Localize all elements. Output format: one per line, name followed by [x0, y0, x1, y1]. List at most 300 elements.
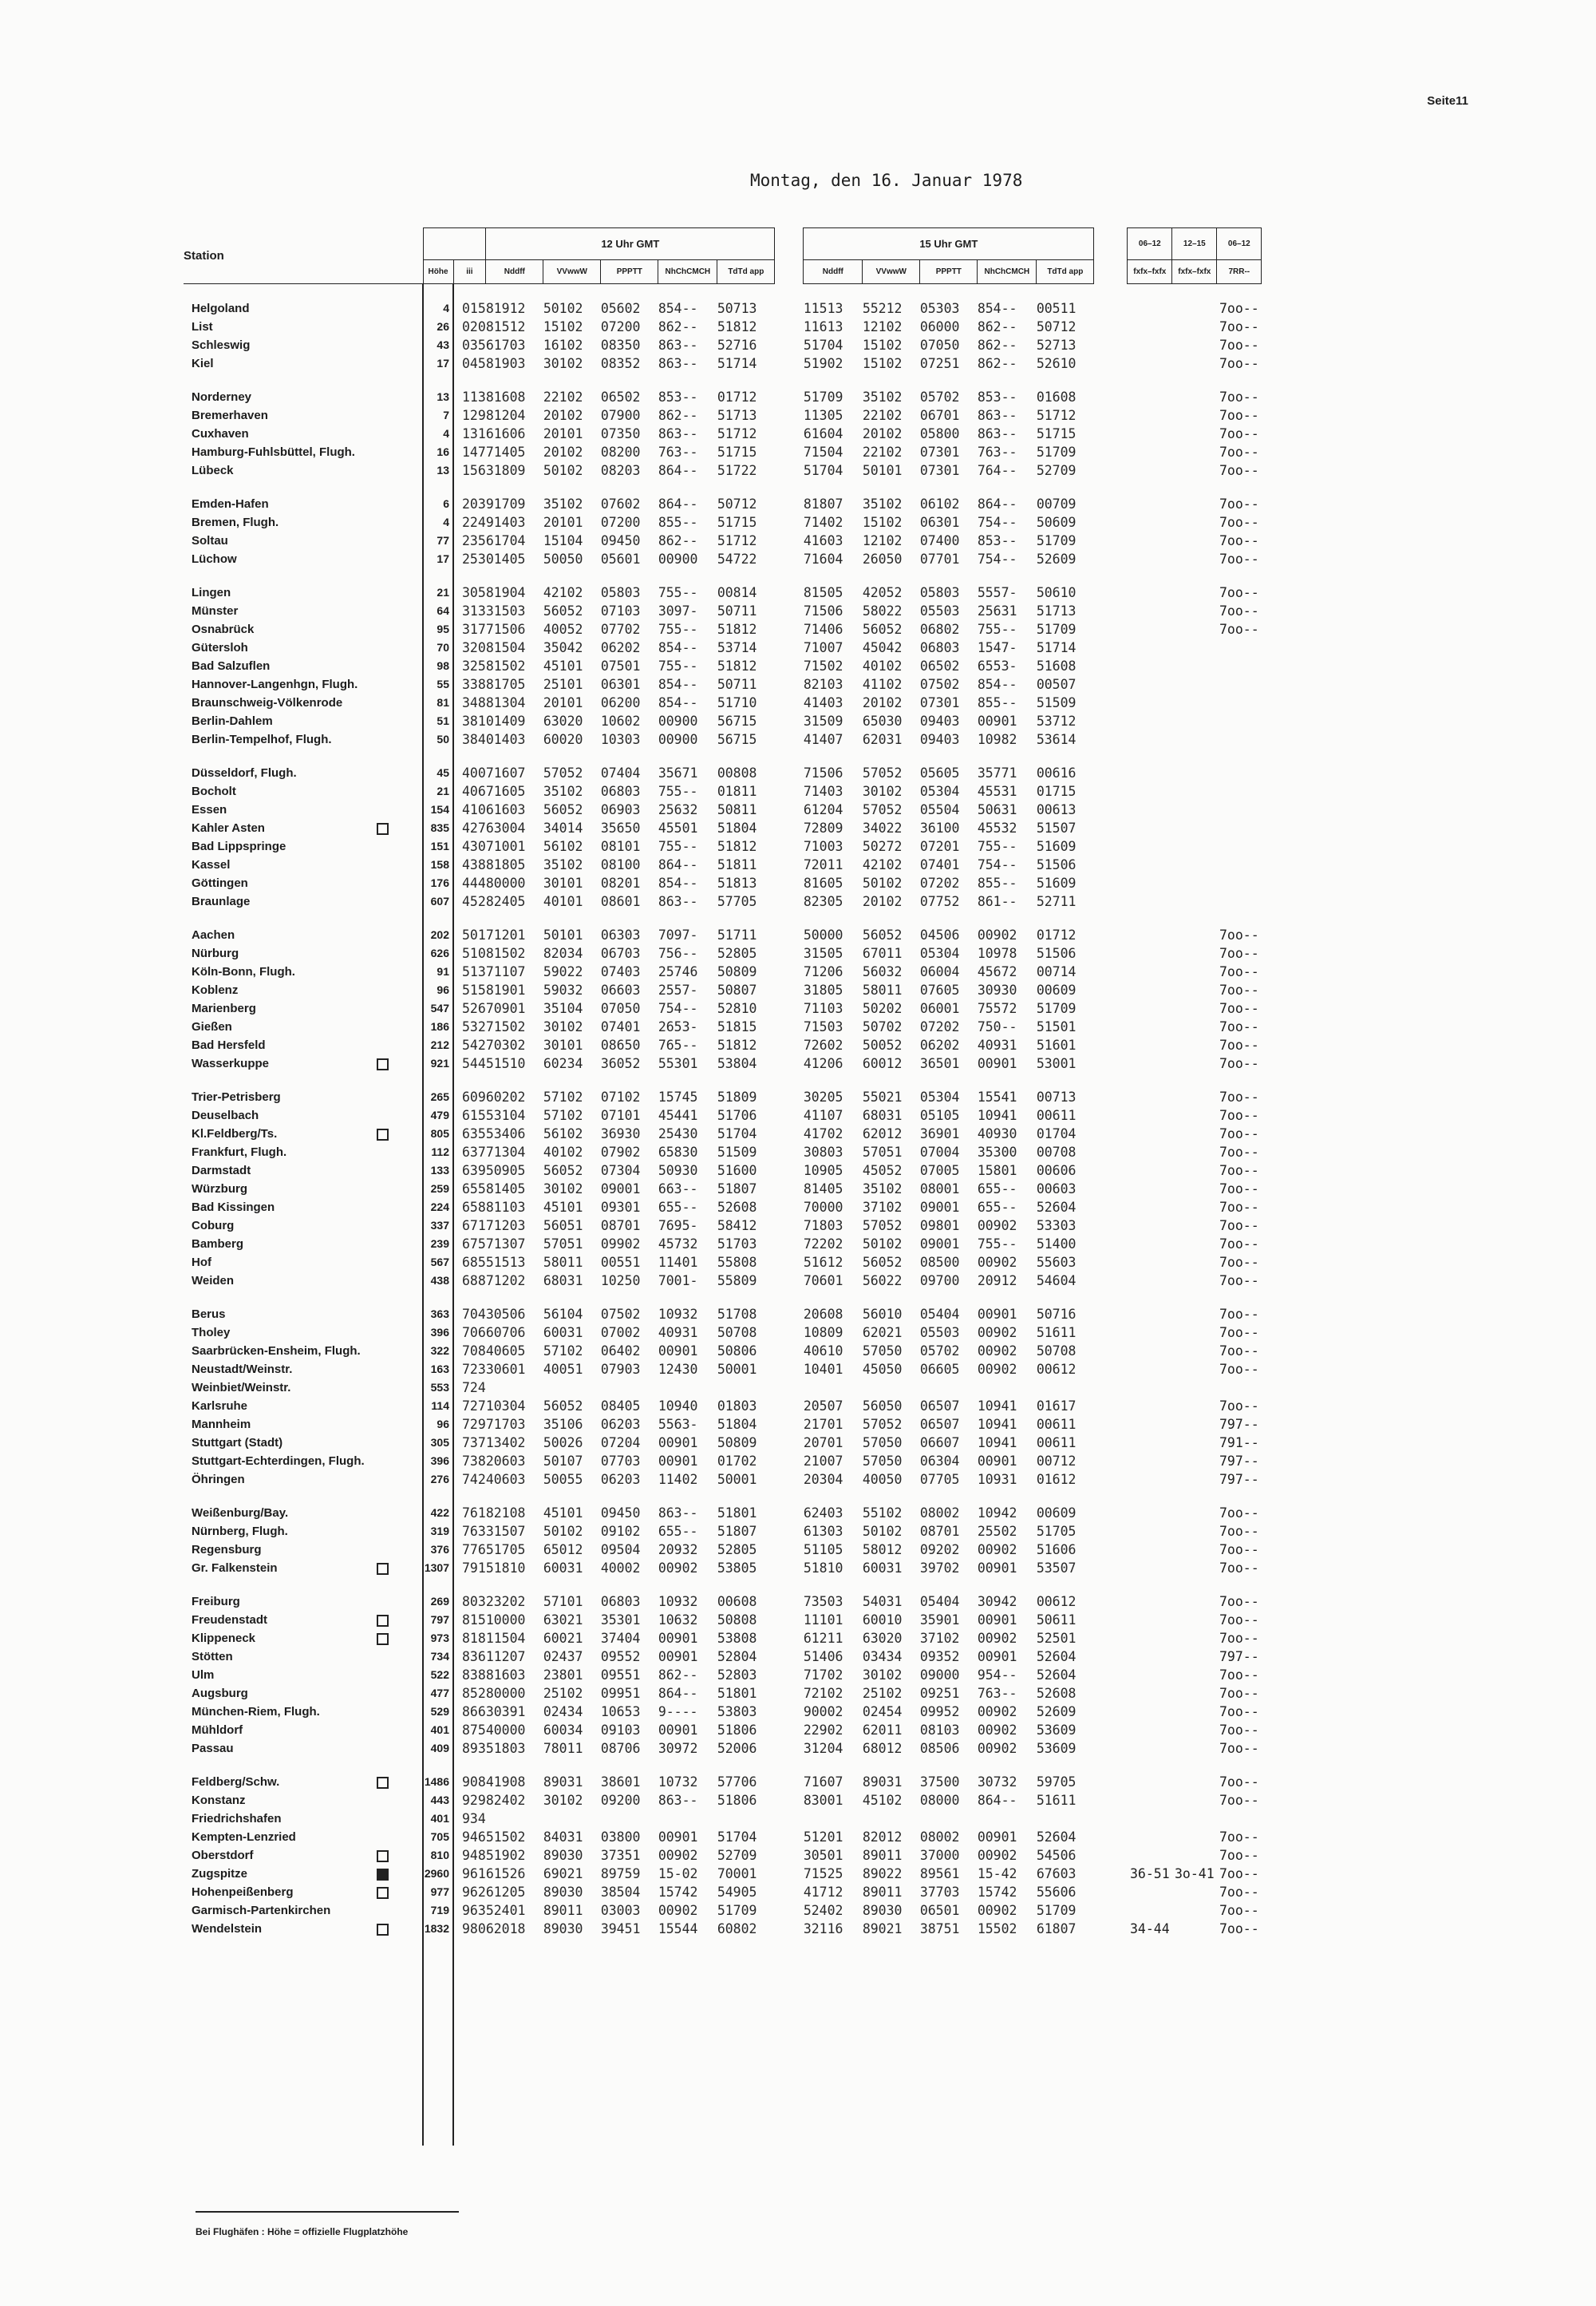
empty-square-icon: [377, 1563, 389, 1575]
code-b2-cell: 56052: [862, 928, 903, 943]
column-gap: [1094, 712, 1128, 730]
code-b1-cell: 41712: [803, 1885, 843, 1900]
extra-d-cell: [1172, 513, 1217, 532]
extra-e-cell: 797--: [1219, 1454, 1259, 1469]
code-b5-cell: 53507: [1036, 1560, 1077, 1576]
column-gap: [1094, 837, 1128, 856]
station-name: Nürburg: [192, 947, 239, 960]
extra-c-cell: [1128, 425, 1172, 443]
code-b4-cell: 50631: [977, 802, 1017, 817]
code-b1-cell: 31805: [803, 983, 843, 998]
code-b3-cell: 37102: [919, 1631, 960, 1646]
code-b3-cell: 07705: [919, 1472, 960, 1487]
code-b2-cell: 58022: [862, 603, 903, 619]
extra-d-cell: [1172, 388, 1217, 406]
station-name: Feldberg/Schw.: [192, 1775, 280, 1789]
code-b3-cell: 06803: [919, 640, 960, 655]
height-cell: 202: [423, 926, 453, 944]
extra-c-cell: [1128, 926, 1172, 944]
code-b4-cell: 35300: [977, 1145, 1017, 1160]
code-b1-cell: 72011: [803, 857, 843, 872]
code-b4-cell: 40931: [977, 1038, 1017, 1053]
code-b3-cell: 06304: [919, 1454, 960, 1469]
code-a2-cell: 60031: [543, 1325, 583, 1340]
code-a3-cell: 07103: [600, 603, 641, 619]
station-id-cell: 761: [453, 1504, 486, 1522]
code-b1-cell: 71502: [803, 659, 843, 674]
height-cell: 269: [423, 1592, 453, 1611]
code-a2-cell: 15102: [543, 319, 583, 334]
code-b4-cell: 00902: [977, 1343, 1017, 1359]
code-a2-cell: 20101: [543, 695, 583, 710]
code-a3-cell: 89759: [600, 1866, 641, 1881]
code-a1-cell: 71607: [485, 765, 526, 781]
column-gap: [775, 318, 804, 336]
height-cell: 1307: [423, 1559, 453, 1577]
extra-e-cell: 7oo--: [1219, 1921, 1259, 1936]
station-id-cell: 313: [453, 602, 486, 620]
height-cell: 805: [423, 1125, 453, 1143]
table-row: [184, 1180, 1262, 1198]
extra-d-cell: [1172, 892, 1217, 911]
code-a5-cell: 53804: [717, 1056, 757, 1071]
station-id-cell: 510: [453, 944, 486, 963]
code-a1-cell: 81608: [485, 390, 526, 405]
extra-d-cell: [1172, 801, 1217, 819]
page-date: Montag, den 16. Januar 1978: [750, 171, 1023, 190]
table-row: [184, 1703, 1262, 1721]
code-a3-cell: 06303: [600, 928, 641, 943]
station-name: Kiel: [192, 357, 214, 370]
extra-e-cell: 7oo--: [1219, 1255, 1259, 1270]
header-15gmt: 15 Uhr GMT: [804, 228, 1094, 260]
table-row: [184, 1846, 1262, 1865]
code-b3-cell: 05605: [919, 765, 960, 781]
column-gap: [775, 981, 804, 999]
station-cell: [184, 1684, 423, 1703]
code-b2-cell: 20102: [862, 426, 903, 441]
column-gap: [1094, 1846, 1128, 1865]
code-b5-cell: 54604: [1036, 1273, 1077, 1288]
code-b5-cell: 53609: [1036, 1741, 1077, 1756]
code-a5-cell: 50808: [717, 1612, 757, 1628]
code-b4-cell: 954--: [977, 1667, 1017, 1683]
height-cell: 91: [423, 963, 453, 981]
station-id-cell: 532: [453, 1018, 486, 1036]
extra-e-cell: [1217, 1810, 1262, 1828]
code-b3-cell: 07701: [919, 552, 960, 567]
column-gap: [1094, 532, 1128, 550]
code-b2-cell: 02454: [862, 1704, 903, 1719]
station-cell: [184, 1360, 423, 1378]
code-a1-cell: 50905: [485, 1163, 526, 1178]
column-gap: [1094, 299, 1128, 318]
column-gap: [1094, 1415, 1128, 1434]
code-b1-cell: 70000: [803, 1200, 843, 1215]
column-gap: [775, 406, 804, 425]
code-a2-cell: 35102: [543, 857, 583, 872]
code-b1-cell: 41702: [803, 1126, 843, 1141]
extra-e-cell: 7oo--: [1219, 496, 1259, 512]
table-row: [184, 944, 1262, 963]
column-gap: [1094, 999, 1128, 1018]
code-a1-cell: 71001: [485, 839, 526, 854]
column-gap: [775, 1161, 804, 1180]
extra-e-cell: 7oo--: [1219, 964, 1259, 979]
code-b3-cell: 07202: [919, 876, 960, 891]
code-b2-cell: 50202: [862, 1001, 903, 1016]
code-b3-cell: 07605: [919, 983, 960, 998]
station-name: Norderney: [192, 390, 252, 404]
code-b3-cell: 06202: [919, 1038, 960, 1053]
code-a1-cell: 71202: [485, 1273, 526, 1288]
table-row: [184, 1323, 1262, 1342]
code-b4-cell: 861--: [977, 894, 1017, 909]
code-a5-cell: 00808: [717, 765, 757, 781]
column-gap: [1094, 461, 1128, 480]
code-b4-cell: 00901: [977, 714, 1017, 729]
code-a1-cell: 71107: [485, 964, 526, 979]
code-b4-cell: 853--: [977, 390, 1017, 405]
code-a2-cell: 60021: [543, 1631, 583, 1646]
code-a4-cell: 2653-: [658, 1019, 698, 1034]
extra-c-cell: [1128, 981, 1172, 999]
code-a2-cell: 23801: [543, 1667, 583, 1683]
code-b2-cell: 37102: [862, 1200, 903, 1215]
code-a4-cell: 863--: [658, 356, 698, 371]
table-row: [184, 1378, 1262, 1397]
height-cell: 835: [423, 819, 453, 837]
column-gap: [775, 461, 804, 480]
code-a5-cell: 52006: [717, 1741, 757, 1756]
code-a4-cell: 755--: [658, 659, 698, 674]
code-a3-cell: 08100: [600, 857, 641, 872]
code-a1-cell: 40605: [485, 1343, 526, 1359]
code-a4-cell: 853--: [658, 390, 698, 405]
extra-d-cell: [1172, 1360, 1217, 1378]
code-b5-cell: 52709: [1036, 463, 1077, 478]
column-gap: [1094, 981, 1128, 999]
code-a2-cell: 68031: [543, 1273, 583, 1288]
code-b1-cell: 71103: [803, 1001, 843, 1016]
code-b1-cell: 31505: [803, 946, 843, 961]
code-a3-cell: 07204: [600, 1435, 641, 1450]
code-a1-cell: 01409: [485, 714, 526, 729]
code-a1-cell: 51810: [485, 1560, 526, 1576]
extra-c-cell: [1128, 944, 1172, 963]
code-a5-cell: 50807: [717, 983, 757, 998]
column-gap: [775, 495, 804, 513]
table-row: [184, 299, 1262, 318]
empty-square-icon: [377, 1924, 389, 1936]
code-a5-cell: 56715: [717, 714, 757, 729]
height-cell: 409: [423, 1739, 453, 1758]
code-a3-cell: 10303: [600, 732, 641, 747]
column-gap: [1094, 425, 1128, 443]
height-cell: 7: [423, 406, 453, 425]
code-b1-cell: 81605: [803, 876, 843, 891]
column-gap: [775, 1611, 804, 1629]
code-b3-cell: 05105: [919, 1108, 960, 1123]
code-b3-cell: 06507: [919, 1417, 960, 1432]
code-a1-cell: 20603: [485, 1454, 526, 1469]
extra-d-cell: [1172, 1739, 1217, 1758]
station-cell: [184, 336, 423, 354]
station-id-cell: 836: [453, 1647, 486, 1666]
extra-c-cell: [1128, 1397, 1172, 1415]
extra-e-cell: 7oo--: [1219, 1793, 1259, 1808]
code-a1-cell: 81603: [485, 1667, 526, 1683]
code-a5-cell: 51710: [717, 695, 757, 710]
station-id-cell: 737: [453, 1434, 486, 1452]
code-a4-cell: 862--: [658, 319, 698, 334]
station-id-cell: 708: [453, 1342, 486, 1360]
extra-d-cell: [1172, 1791, 1217, 1810]
code-a3-cell: 09551: [600, 1667, 641, 1683]
extra-e-cell: [1217, 657, 1262, 675]
station-id-cell: 948: [453, 1846, 486, 1865]
code-b5-cell: 50611: [1036, 1612, 1077, 1628]
synop-table-body: [184, 284, 1262, 2146]
table-row: [184, 461, 1262, 480]
code-a5-cell: 52804: [717, 1649, 757, 1664]
table-row: [184, 1592, 1262, 1611]
code-a1-cell: 61526: [485, 1866, 526, 1881]
code-b3-cell: [920, 1810, 978, 1828]
code-a4-cell: 00901: [658, 1829, 698, 1845]
code-a1-cell: 61603: [485, 802, 526, 817]
code-b1-cell: 72602: [803, 1038, 843, 1053]
code-b1-cell: 71504: [803, 445, 843, 460]
code-b2-cell: 20102: [862, 695, 903, 710]
extra-d-cell: [1172, 837, 1217, 856]
table-row: [184, 1647, 1262, 1666]
station-name: Braunlage: [192, 895, 251, 908]
code-a3-cell: 07502: [600, 1307, 641, 1322]
code-b2-cell: 89022: [862, 1866, 903, 1881]
code-a1-cell: 31503: [485, 603, 526, 619]
code-b4-cell: 6553-: [977, 659, 1017, 674]
column-gap: [775, 550, 804, 568]
extra-c-cell: [1128, 1342, 1172, 1360]
code-a5-cell: 51711: [717, 928, 757, 943]
station-name: Öhringen: [192, 1473, 245, 1486]
code-b3-cell: 05503: [919, 603, 960, 619]
code-a5-cell: 00608: [717, 1594, 757, 1609]
footnote-rule: [196, 2211, 459, 2213]
code-b4-cell: 754--: [977, 857, 1017, 872]
column-gap: [1094, 730, 1128, 749]
code-b4-cell: 00901: [977, 1056, 1017, 1071]
code-b5-cell: 52604: [1036, 1649, 1077, 1664]
code-a3-cell: 40002: [600, 1560, 641, 1576]
code-b5-cell: 52713: [1036, 338, 1077, 353]
extra-c-cell: [1128, 1541, 1172, 1559]
station-cell: [184, 513, 423, 532]
station-cell: [184, 926, 423, 944]
code-b4-cell: 763--: [977, 1686, 1017, 1701]
extra-d-cell: [1172, 354, 1217, 373]
code-a5-cell: 53714: [717, 640, 757, 655]
extra-e-cell: 7oo--: [1219, 445, 1259, 460]
code-a5-cell: 50809: [717, 1435, 757, 1450]
code-b1-cell: 70601: [803, 1273, 843, 1288]
extra-e-cell: 7oo--: [1219, 552, 1259, 567]
code-b3-cell: 09403: [919, 732, 960, 747]
extra-e-cell: 7oo--: [1219, 1019, 1259, 1034]
code-a3-cell: 10653: [600, 1704, 641, 1719]
code-a3-cell: 37351: [600, 1848, 641, 1863]
station-name: Bamberg: [192, 1237, 244, 1251]
height-cell: 96: [423, 981, 453, 999]
code-b3-cell: 04506: [919, 928, 960, 943]
extra-d-cell: [1172, 620, 1217, 639]
code-a1-cell: 11207: [485, 1649, 526, 1664]
column-gap: [1094, 1452, 1128, 1470]
code-a1-cell: 81103: [485, 1200, 526, 1215]
code-a4-cell: 7097-: [658, 928, 698, 943]
code-a4-cell: 25632: [658, 802, 698, 817]
extra-d-cell: [1172, 1415, 1217, 1434]
height-cell: 158: [423, 856, 453, 874]
extra-d-cell: [1172, 1235, 1217, 1253]
column-gap: [1094, 856, 1128, 874]
column-gap: [775, 388, 804, 406]
header-sub-3: 7RR--: [1217, 260, 1262, 284]
code-b5-cell: 51715: [1036, 426, 1077, 441]
station-name: Saarbrücken-Ensheim, Flugh.: [192, 1344, 361, 1358]
station-name: Wendelstein: [192, 1922, 263, 1936]
table-row: [184, 730, 1262, 749]
code-a5-cell: 52805: [717, 946, 757, 961]
code-a5-cell: 01702: [717, 1454, 757, 1469]
column-gap: [1094, 1504, 1128, 1522]
code-a5-cell: 51812: [717, 622, 757, 637]
code-b5-cell: 00612: [1036, 1594, 1077, 1609]
code-a5-cell: 57705: [717, 894, 757, 909]
code-a3-cell: 06903: [600, 802, 641, 817]
column-gap: [1094, 675, 1128, 694]
code-a1-cell: 10000: [485, 1612, 526, 1628]
code-a1-cell: 62018: [485, 1921, 526, 1936]
code-a5-cell: 51809: [717, 1090, 757, 1105]
code-a1-cell: 51705: [485, 1542, 526, 1557]
table-row: [184, 926, 1262, 944]
extra-c-cell: [1128, 1846, 1172, 1865]
station-cell: [184, 981, 423, 999]
column-gap: [1094, 1791, 1128, 1810]
extra-e-cell: 7oo--: [1219, 1163, 1259, 1178]
column-gap: [1094, 1470, 1128, 1489]
code-b3-cell: 09001: [919, 1236, 960, 1252]
column-gap: [1094, 1592, 1128, 1611]
code-b2-cell: 60010: [862, 1612, 903, 1628]
station-id-cell: 438: [453, 856, 486, 874]
code-a5-cell: 51704: [717, 1126, 757, 1141]
code-a5-cell: 51600: [717, 1163, 757, 1178]
code-a1-cell: 71506: [485, 622, 526, 637]
code-a4-cell: 55301: [658, 1056, 698, 1071]
header-12-15: 12–15: [1172, 228, 1217, 260]
code-b2-cell: 42102: [862, 857, 903, 872]
extra-e-cell: 7oo--: [1219, 463, 1259, 478]
extra-c-cell: [1128, 1828, 1172, 1846]
station-name: Konstanz: [192, 1794, 246, 1807]
extra-c-cell: [1128, 1703, 1172, 1721]
code-b3-cell: 08500: [919, 1255, 960, 1270]
column-gap: [775, 1592, 804, 1611]
station-id-cell: 980: [453, 1920, 486, 1938]
station-cell: [184, 639, 423, 657]
extra-e-cell: 7oo--: [1219, 301, 1259, 316]
code-b5-cell: 00611: [1036, 1435, 1077, 1450]
extra-c-cell: [1128, 1901, 1172, 1920]
code-a2-cell: 89030: [543, 1885, 583, 1900]
extra-c-cell: [1128, 1629, 1172, 1647]
code-a1-cell: 71502: [485, 1019, 526, 1034]
code-b2-cell: 89011: [862, 1848, 903, 1863]
station-name: Kempten-Lenzried: [192, 1830, 296, 1844]
table-row: [184, 1143, 1262, 1161]
code-b2-cell: 68031: [862, 1108, 903, 1123]
code-a5-cell: 51509: [717, 1145, 757, 1160]
code-b3-cell: 07301: [919, 463, 960, 478]
code-a2-cell: 02437: [543, 1649, 583, 1664]
column-gap: [1094, 1378, 1128, 1397]
code-b2-cell: 45052: [862, 1163, 903, 1178]
station-cell: [184, 730, 423, 749]
code-a2-cell: 34014: [543, 821, 583, 836]
code-a4-cell: 863--: [658, 1793, 698, 1808]
extra-d-cell: [1172, 657, 1217, 675]
code-a5-cell: 54722: [717, 552, 757, 567]
group-spacer: [184, 284, 1262, 300]
code-a3-cell: 08350: [600, 338, 641, 353]
height-cell: 17: [423, 550, 453, 568]
code-b4-cell: 864--: [977, 1793, 1017, 1808]
group-spacer: [184, 1290, 1262, 1305]
station-name: Wasserkuppe: [192, 1057, 269, 1070]
column-gap: [1094, 1397, 1128, 1415]
code-b5-cell: 00511: [1036, 301, 1077, 316]
code-a2-cell: 63021: [543, 1612, 583, 1628]
code-a2-cell: 56052: [543, 603, 583, 619]
empty-square-icon: [377, 1615, 389, 1627]
station-name: Osnabrück: [192, 623, 255, 636]
extra-d-cell: [1172, 406, 1217, 425]
code-b3-cell: 36901: [919, 1126, 960, 1141]
code-a2-cell: 84031: [543, 1829, 583, 1845]
station-cell: [184, 1559, 423, 1577]
code-a5-cell: 52608: [717, 1200, 757, 1215]
extra-c-cell: [1128, 999, 1172, 1018]
height-cell: 4: [423, 513, 453, 532]
table-row: [184, 837, 1262, 856]
code-b5-cell: 51506: [1036, 857, 1077, 872]
code-b4-cell: 764--: [977, 463, 1017, 478]
extra-e-cell: 7oo--: [1219, 1307, 1259, 1322]
code-a4-cell: 755--: [658, 585, 698, 600]
height-cell: 6: [423, 495, 453, 513]
code-b4-cell: 10931: [977, 1472, 1017, 1487]
extra-c-cell: [1128, 1773, 1172, 1791]
extra-c-cell: [1128, 657, 1172, 675]
station-name: Karlsruhe: [192, 1399, 248, 1413]
code-a1-cell: 31507: [485, 1524, 526, 1539]
code-a3-cell: 06203: [600, 1417, 641, 1432]
code-b5-cell: 00606: [1036, 1163, 1077, 1178]
code-a1-cell: 70302: [485, 1038, 526, 1053]
